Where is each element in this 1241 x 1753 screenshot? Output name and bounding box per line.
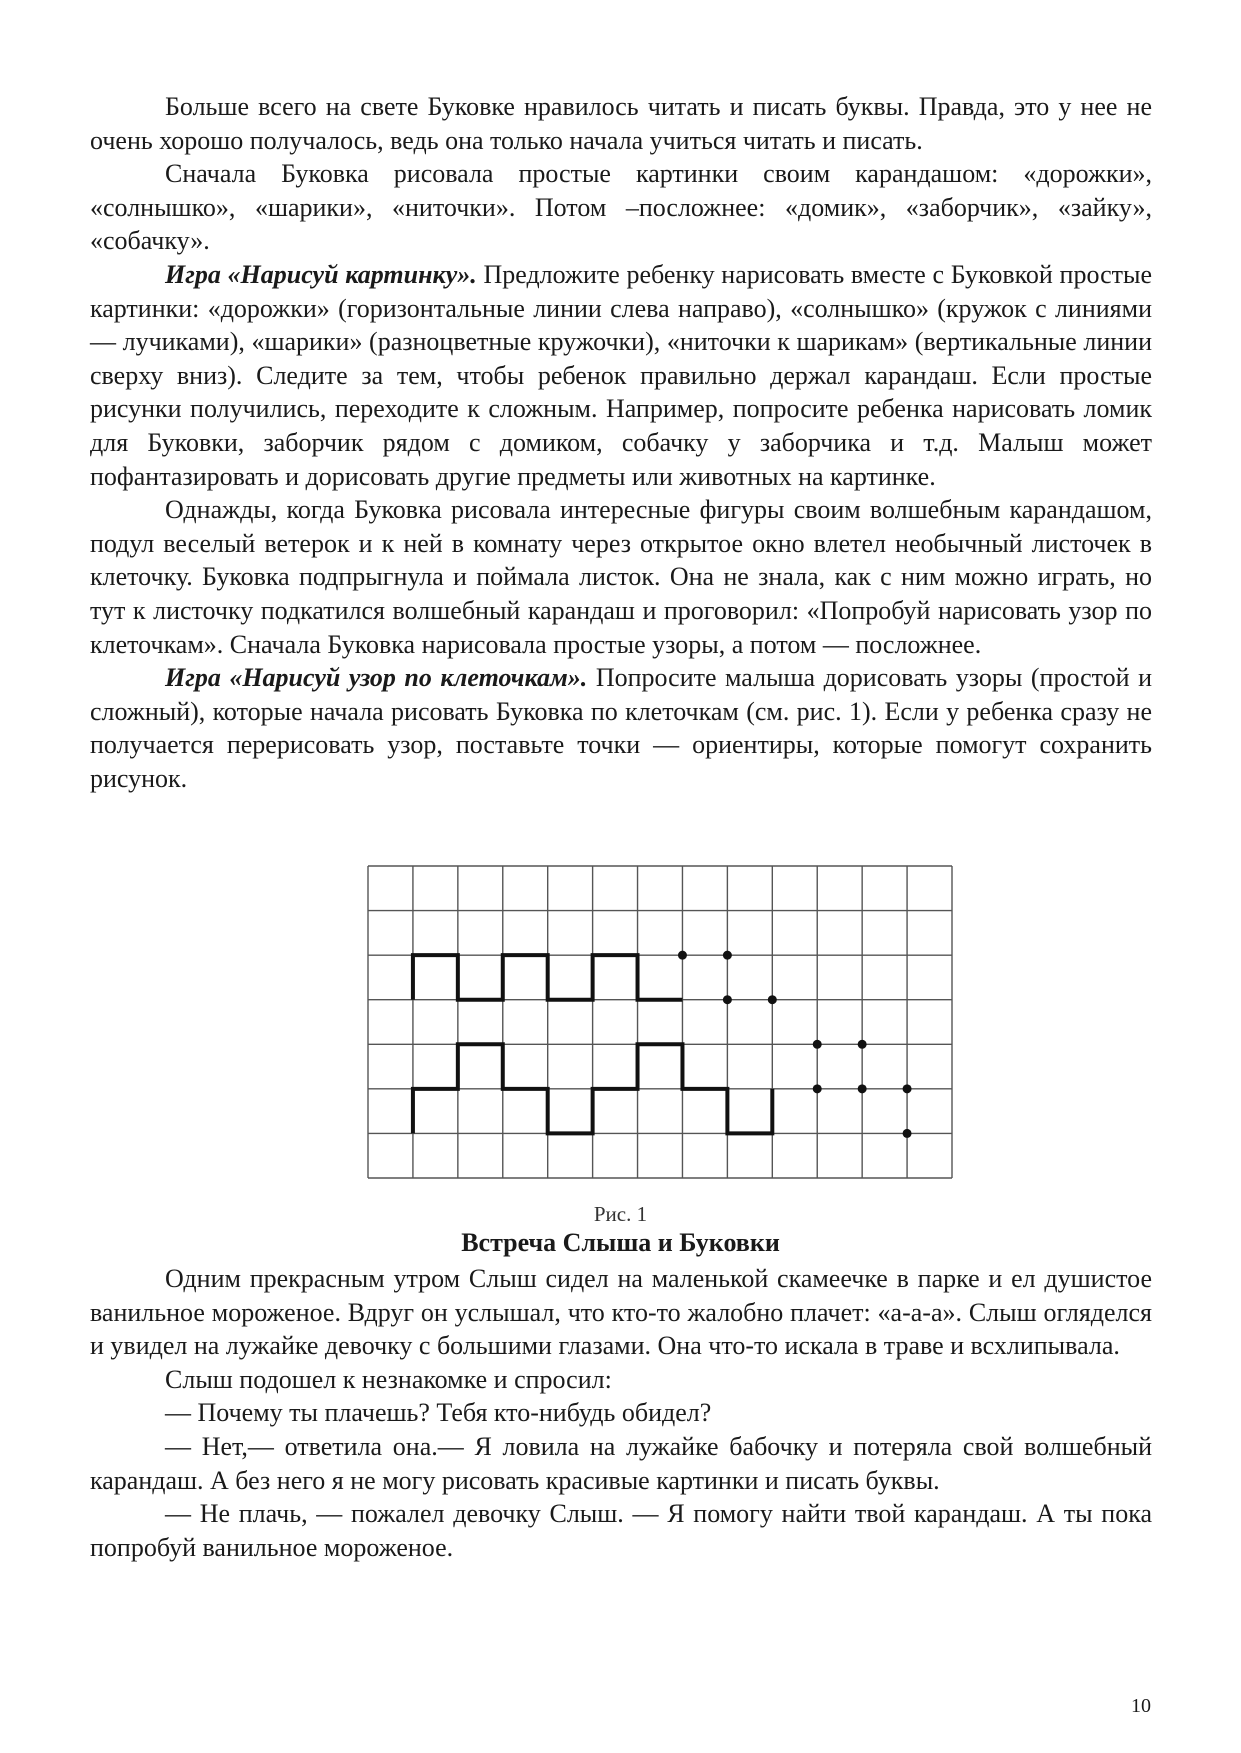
pattern-complex-guide-dot [858,1084,867,1093]
pattern-simple-guide-dot [723,995,732,1004]
pattern-complex-guide-dot [813,1084,822,1093]
page-number: 10 [1131,1695,1151,1717]
game-title-draw-picture: Игра «Нарисуй картинку». [165,259,477,289]
grid-patterns-svg [364,862,956,1182]
game-text-draw-picture: Предложите ребенку нарисовать вместе с Буковкой простые картинки: «дорожки» (горизонтальные линии слева направо), «солнышко» (кружок с линиями — лучиками), «шарики» (разноцветные кружочки), «ниточки к шарикам» (вертикальные линии сверху вниз). Следите за тем, чтобы ребенок правильно держал карандаш. Если простые рисунки получились, переходите к сложным. Например, попросите ребенка нарисовать ломик для Буковки, заборчик рядом с домиком, собачку у заборчика и т.д. Малыш может пофантазировать и дорисовать другие предметы или животных на картинке. [90,259,1153,491]
pattern-simple-guide-dot [768,995,777,1004]
paragraph-2: Сначала Буковка рисовала простые картинки своим карандашом: «дорожки», «солнышко», «шарики», «ниточки». Потом –посложнее: «домик», «заборчик», «зайку», «собачку». [90,159,1152,256]
paragraph-1: Больше всего на свете Буковке нравилось читать и писать буквы. Правда, это у нее не очень хорошо получалось, ведь она только начала учиться читать и писать. [90,92,1152,155]
text-block-bottom [90,1262,1152,1564]
section-title: Встреча Слыша и Буковки [461,1228,780,1257]
text-block-top [90,90,1152,795]
paragraph-game-draw-pattern [90,661,1152,795]
figure-grid-patterns [364,862,956,1182]
game-title-draw-pattern: Игра «Нарисуй узор по клеточкам». [165,663,588,693]
pattern-complex-guide-dot [903,1084,912,1093]
paragraph-7: Слыш подошел к незнакомке и спросил: [165,1364,612,1394]
paragraph-6: Одним прекрасным утром Слыш сидел на маленькой скамеечке в парке и ел душистое ванильное мороженое. Вдруг он услышал, что кто-то жалобно плачет: «а-а-а». Слыш огляделся и увидел на лужайке девочку с большими глазами. Она что-то искала в траве и всхлипывала. [90,1264,1152,1361]
pattern-simple-guide-dot [723,951,732,960]
figure-caption: Рис. 1 [593,1202,648,1226]
pattern-simple-line [413,955,683,1000]
pattern-complex-guide-dot [903,1129,912,1138]
paragraph-9: — Нет,— ответила она.— Я ловила на лужайке бабочку и потеряла свой волшебный карандаш. А без него я не могу рисовать красивые картинки и писать буквы. [90,1431,1152,1495]
pattern-complex-guide-dot [813,1040,822,1049]
paragraph-8: — Почему ты плачешь? Тебя кто-нибудь обидел? [165,1398,712,1428]
paragraph-4: Однажды, когда Буковка рисовала интересные фигуры своим волшебным карандашом, подул веселый ветерок и к ней в комнату через открытое окно влетел необычный листочек в клеточку. Буковка подпрыгнула и поймала листок. Она не знала, как с ним можно играть, но тут к листочку подкатился волшебный карандаш и проговорил: «Попробуй нарисовать узор по клеточкам». Сначала Буковка нарисовала простые узоры, а потом — посложнее. [90,495,1152,659]
paragraph-game-draw-picture [90,258,1152,493]
game-text-draw-pattern: Попросите малыша дорисовать узоры (простой и сложный), которые начала рисовать Буковка по клеточкам (см. рис. 1). Если у ребенка сразу не получается перерисовать узор, поставьте точки — ориентиры, которые помогут сохранить рисунок. [90,663,1153,793]
pattern-simple-guide-dot [678,951,687,960]
paragraph-10: — Не плачь, — пожалел девочку Слыш. — Я помогу найти твой карандаш. А ты пока попробуй ванильное мороженое. [90,1499,1152,1562]
pattern-complex-guide-dot [858,1040,867,1049]
